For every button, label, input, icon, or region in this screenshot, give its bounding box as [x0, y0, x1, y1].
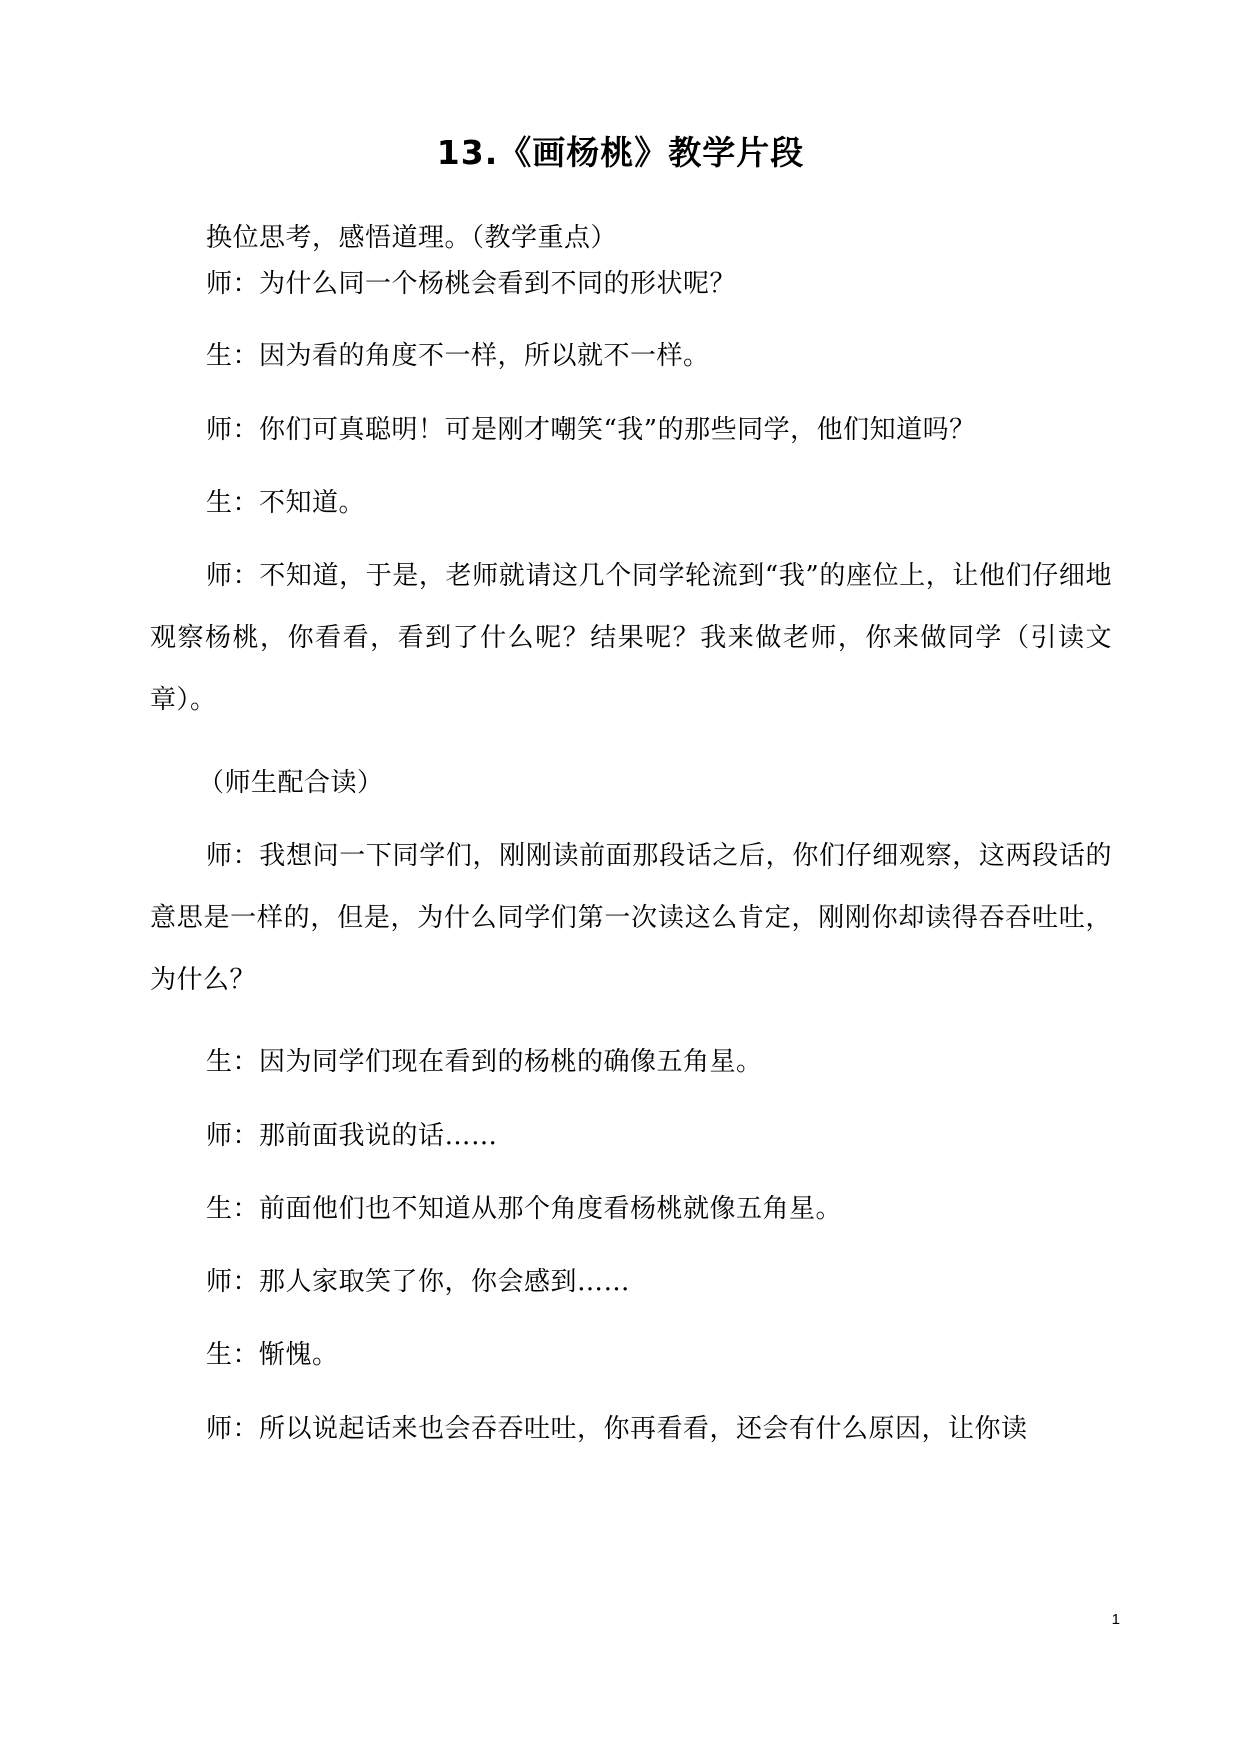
document-title: 13.《画杨桃》教学片段	[436, 133, 805, 172]
paragraph-student-answer-angle: 生：因为看的角度不一样，所以就不一样。	[206, 341, 710, 371]
paragraph-teacher-ask-reading: 师：我想问一下同学们，刚刚读前面那段话之后，你们仔细观察，这两段话的意思是一样的，但是，为什么同学们第一次读这么肯定，刚刚你却读得吞吞吐吐，为什么？	[150, 841, 1112, 995]
paragraph-student-dont-know: 生：不知道。	[206, 488, 366, 518]
paragraph-teacher-other-reason: 师：所以说起话来也会吞吞吐吐，你再看看，还会有什么原因，让你读	[206, 1414, 1028, 1444]
paragraph-student-five-star: 生：因为同学们现在看到的杨桃的确像五角星。	[206, 1047, 763, 1077]
paragraph-teacher-observe: 师：不知道，于是，老师就请这几个同学轮流到“我”的座位上，让他们仔细地观察杨桃，你看看，看到了什么呢？结果呢？我来做老师，你来做同学（引读文章）。	[150, 561, 1112, 715]
paragraph-teaching-focus: 换位思考，感悟道理。（教学重点）	[206, 223, 618, 253]
paragraph-teacher-feel: 师：那人家取笑了你，你会感到……	[206, 1267, 631, 1297]
page-number: 1	[1111, 1611, 1120, 1628]
paragraph-teacher-praise: 师：你们可真聪明！可是刚才嘲笑“我”的那些同学，他们知道吗？	[206, 415, 976, 445]
paragraph-read-together: （师生配合读）	[198, 768, 384, 798]
paragraph-student-angle-unknown: 生：前面他们也不知道从那个角度看杨桃就像五角星。	[206, 1194, 843, 1224]
paragraph-teacher-previous-words: 师：那前面我说的话……	[206, 1121, 498, 1151]
paragraph-teacher-question-shape: 师：为什么同一个杨桃会看到不同的形状呢？	[206, 269, 737, 299]
paragraph-student-ashamed: 生：惭愧。	[206, 1340, 339, 1370]
